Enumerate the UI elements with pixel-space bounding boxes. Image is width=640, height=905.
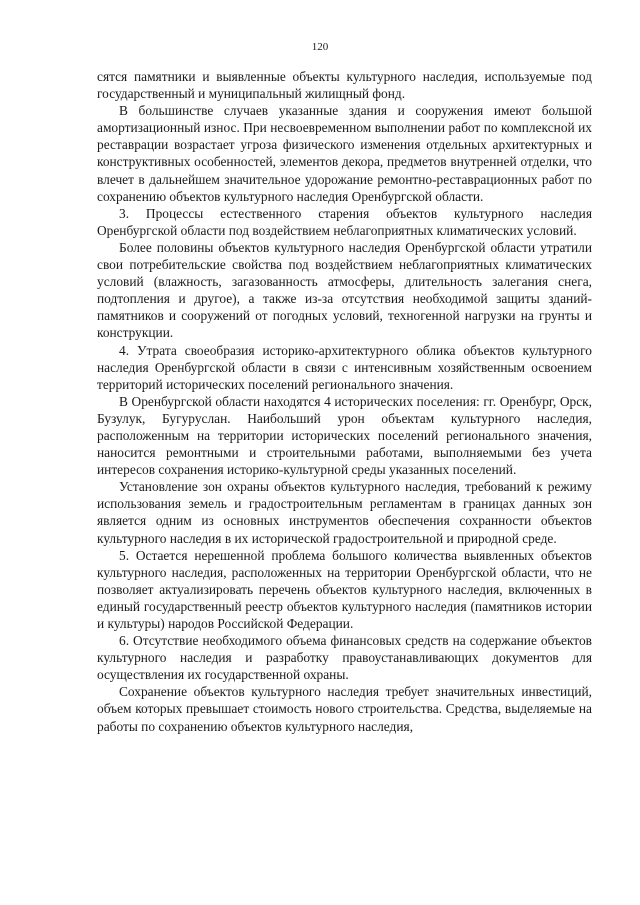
paragraph-5: 4. Утрата своеобразия историко-архитектурного облика объектов культурного наследия Оренбургской области в связи с интенсивным хозяйственным освоением территорий исторических поселений регионального значения.: [97, 342, 592, 392]
paragraph-10: Сохранение объектов культурного наследия требует значительных инвестиций, объем которых превышает стоимость нового строительства. Средства, выделяемые на работы по сохранению объектов культурного наследия,: [97, 684, 592, 734]
body-text: [97, 68, 592, 735]
paragraph-3: 3. Процессы естественного старения объектов культурного наследия Оренбургской области под воздействием неблагоприятных климатических условий.: [97, 205, 592, 238]
paragraph-4: Более половины объектов культурного наследия Оренбургской области утратили свои потребительские свойства под воздействием неблагоприятных климатических условий (влажность, загазованность атмосферы, длительность залегания снега, подтопления и другое), а также из-за отсутствия необходимой защиты зданий-памятников и сооружений от погодных условий, техногенной нагрузки на грунты и конструкции.: [97, 239, 592, 341]
paragraph-7: Установление зон охраны объектов культурного наследия, требований к режиму использования земель и градостроительным регламентам в границах данных зон является одним из основных инструментов обеспечения сохранности объектов культурного наследия в их исторической градостроительной и природной среде.: [97, 479, 592, 546]
paragraph-2: В большинстве случаев указанные здания и сооружения имеют большой амортизационный износ. При несвоевременном выполнении работ по комплексной их реставрации возрастает угроза физического изменения отдельных архитектурных и конструктивных особенностей, элементов декора, предметов внутренней отделки, что влечет в дальнейшем значительное удорожание ремонтно-реставрационных работ по сохранению объектов культурного наследия Оренбургской области.: [97, 103, 592, 204]
paragraph-6: В Оренбургской области находятся 4 исторических поселения: гг. Оренбург, Орск, Бузулук, Бугуруслан. Наибольший урон объектам культурного наследия, расположенным на территории исторических поселений регионального значения, наносится ремонтными и строительными работами, выполняемыми без учета интересов сохранения историко-культурной среды указанных поселений.: [97, 393, 592, 478]
page-number: 120: [311, 41, 329, 53]
paragraph-8: 5. Остается нерешенной проблема большого количества выявленных объектов культурного наследия, расположенных на территории Оренбургской области, что не позволяет актуализировать перечень объектов культурного наследия, включенных в единый государственный реестр объектов культурного наследия (памятников истории и культуры) народов Российской Федерации.: [97, 547, 592, 631]
paragraph-9: 6. Отсутствие необходимого объема финансовых средств на содержание объектов культурного наследия и разработку правоустанавливающих документов для осуществления их государственной охраны.: [97, 633, 592, 683]
paragraph-1: сятся памятники и выявленные объекты культурного наследия, используемые под государственный и муниципальный жилищный фонд.: [97, 69, 592, 102]
